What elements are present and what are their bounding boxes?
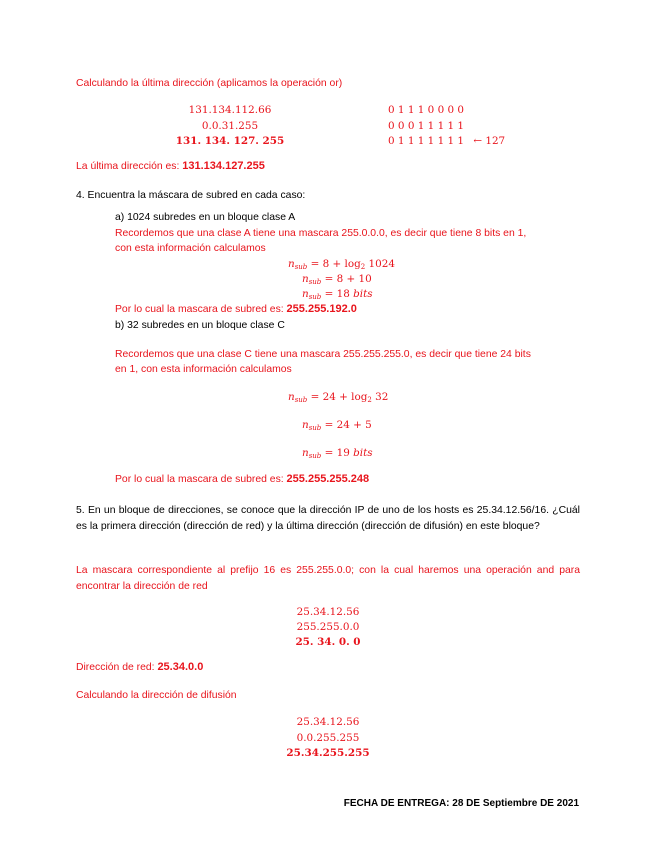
or-binary-arrow: ← 127 (473, 135, 506, 147)
b-equation-1: $n_{sub} = 24 + \log_2 32$ (288, 391, 389, 404)
or-wildcard: 0.0.31.255 (201, 120, 259, 132)
or-binary-3: 0 1 1 1 1 1 1 1 (388, 135, 465, 147)
ultima-value: 131.134.127.255 (182, 160, 265, 172)
b-result-value: 255.255.255.248 (286, 473, 370, 485)
red-label: Dirección de red: (76, 662, 158, 673)
item-b-label: b) 32 subredes en un bloque clase C (115, 320, 285, 331)
item-a-text-2: con esta información calculamos (115, 243, 266, 254)
mask-explanation: La mascara correspondiente al prefijo 16 es 255.255.0.0; con la cual haremos una operación and para encontrar la dirección de red (76, 565, 580, 592)
footer-fecha-entrega: FECHA DE ENTREGA: 28 DE Septiembre DE 2021 (343, 798, 579, 809)
b-result-label: Por lo cual la mascara de subred es: (115, 474, 287, 485)
a-result-value: 255.255.192.0 (286, 303, 357, 315)
dif-result: 25.34.255.255 (286, 747, 370, 759)
a-equation-2: $n_{sub} = 8 + 10$ (302, 273, 372, 286)
question-5: 5. En un bloque de direcciones, se conoce que la dirección IP de uno de los hosts es 25.34.12.56/16. ¿Cuál es la primera dirección (dirección de red) y la última dirección (dirección de difusión) en este bloque? (76, 505, 580, 532)
and-ip: 25.34.12.56 (296, 606, 360, 618)
item-b-text-1: Recordemos que una clase C tiene una mascara 255.255.255.0, es decir que tiene 24 bits (115, 349, 531, 360)
a-equation-3: $n_{sub} = 18$ bits (302, 288, 373, 301)
dif-wildcard: 0.0.255.255 (296, 732, 360, 744)
or-binary-2: 0 0 0 1 1 1 1 1 (388, 120, 465, 132)
intro-ultima-direccion: Calculando la última dirección (aplicamos la operación or) (76, 78, 343, 89)
red-value: 25.34.0.0 (157, 661, 204, 673)
item-a-label: a) 1024 subredes en un bloque clase A (115, 212, 296, 223)
item-a-text-1: Recordemos que una clase A tiene una mascara 255.0.0.0, es decir que tiene 8 bits en 1, (115, 228, 527, 239)
ultima-label: La última dirección es: (76, 161, 183, 172)
item-b-result (115, 473, 369, 486)
direccion-red-line (76, 661, 203, 674)
item-a-result (115, 303, 357, 316)
or-result: 131. 134. 127. 255 (175, 135, 285, 147)
ultima-direccion-line (76, 160, 265, 173)
a-result-label: Por lo cual la mascara de subred es: (115, 304, 287, 315)
and-result: 25. 34. 0. 0 (295, 636, 361, 648)
b-equation-2: $n_{sub} = 24 + 5$ (302, 419, 372, 432)
question-4: 4. Encuentra la máscara de subred en cada caso: (76, 190, 306, 201)
item-b-text-2: en 1, con esta información calculamos (115, 364, 292, 375)
and-mask: 255.255.0.0 (296, 621, 360, 633)
difusion-intro: Calculando la dirección de difusión (76, 690, 237, 701)
or-ip: 131.134.112.66 (188, 104, 272, 116)
b-equation-3: $n_{sub} = 19$ bits (302, 447, 373, 460)
dif-ip: 25.34.12.56 (296, 716, 360, 728)
or-binary-1: 0 1 1 1 0 0 0 0 (388, 104, 465, 116)
a-equation-1: $n_{sub} = 8 + \log_2 1024$ (288, 258, 395, 271)
